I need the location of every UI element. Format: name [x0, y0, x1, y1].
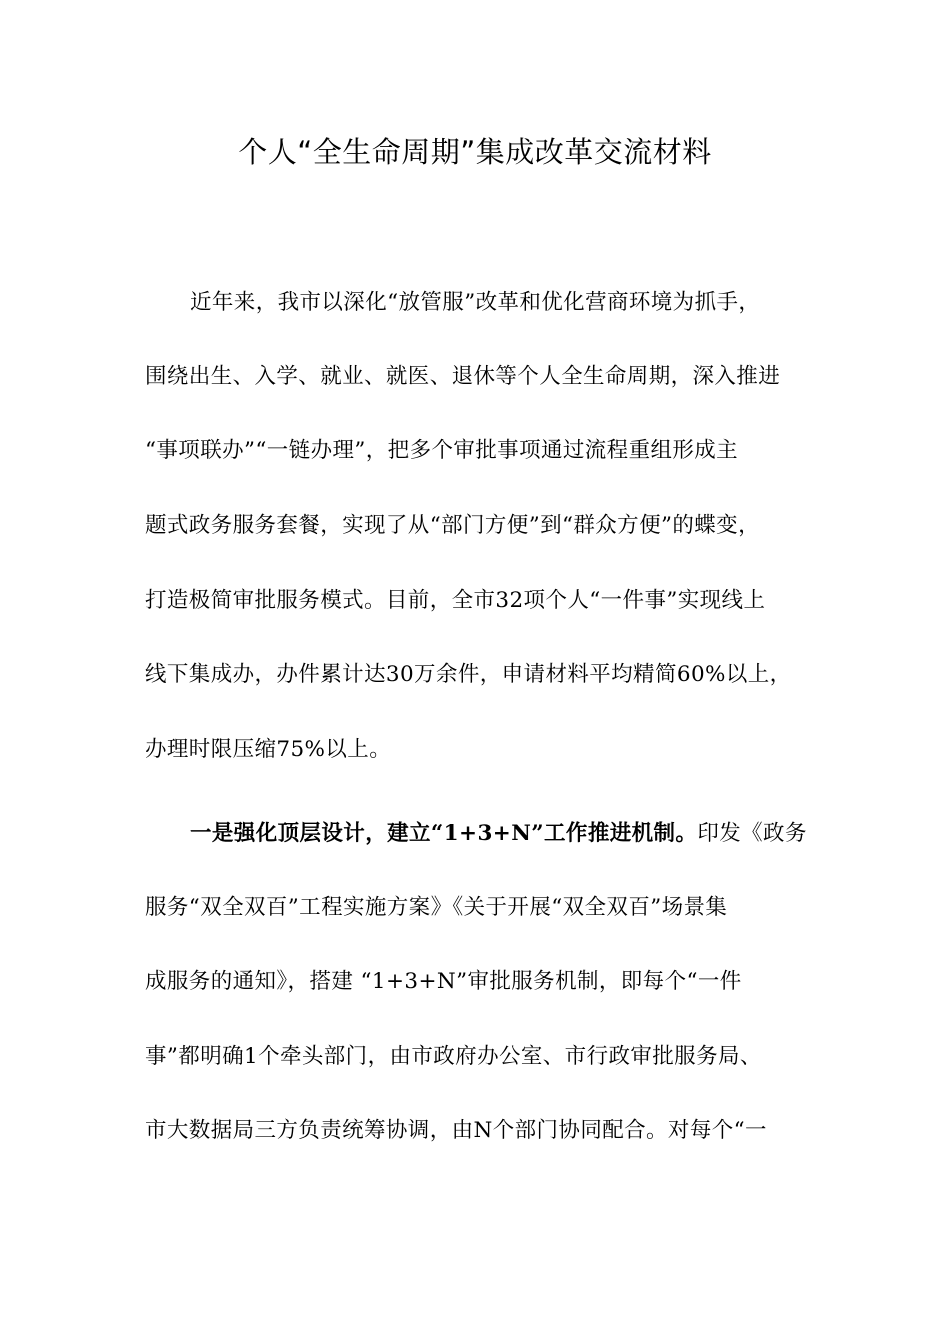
section-heading: 一是强化顶层设计，建立“1+3+N”工作推进机制。 [190, 821, 698, 846]
paragraph-line: 成服务的通知》，搭建 “1+3+N”审批服务机制，即每个“一件 [145, 969, 742, 994]
paragraph-line: “事项联办”“一链办理”，把多个审批事项通过流程重组形成主 [145, 438, 739, 463]
paragraph-line: 市大数据局三方负责统筹协调，由N个部门协同配合。对每个“一 [145, 1118, 767, 1143]
paragraph-line: 近年来，我市以深化“放管服”改革和优化营商环境为抓手， [190, 290, 761, 315]
paragraph-line: 题式政务服务套餐，实现了从“部门方便”到“群众方便”的蝶变， [145, 513, 760, 538]
paragraph-line: 事”都明确1个牵头部门，由市政府办公室、市行政审批服务局、 [145, 1044, 762, 1069]
paragraph-text: 印发《政务 [697, 821, 807, 846]
paragraph-first-line [190, 818, 807, 850]
paragraph-line: 服务“双全双百”工程实施方案》《关于开展“双全双百”场景集 [145, 895, 728, 920]
paragraph-line: 线下集成办，办件累计达30万余件，申请材料平均精简60%以上， [145, 662, 792, 687]
paragraph-line: 打造极简审批服务模式。目前，全市32项个人“一件事”实现线上 [145, 588, 766, 613]
paragraph-line: 围绕出生、入学、就业、就医、退休等个人全生命周期，深入推进 [145, 364, 781, 389]
paragraph-line: 办理时限压缩75%以上。 [145, 737, 392, 762]
document-title: 个人“全生命周期”集成改革交流材料 [238, 135, 712, 169]
